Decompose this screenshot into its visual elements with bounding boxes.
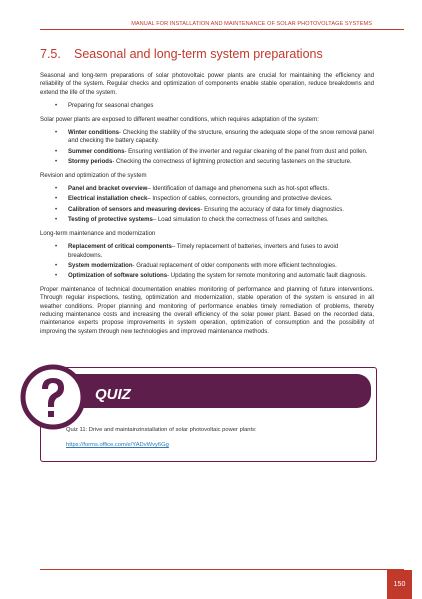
list-item [55,216,374,224]
item-text: – Timely replacement of batteries, inverters and fuses to avoid breakdowns. [68,244,339,259]
item-term: Summer conditions [68,148,125,155]
question-mark-icon [20,364,86,430]
item-term: Stormy periods [68,159,113,166]
revision-list [40,185,374,225]
quiz-banner [41,374,371,408]
footer-divider [40,569,404,570]
list-item [55,185,374,193]
revision-intro: Revision and optimization of the system [40,172,147,179]
running-header: MANUAL FOR INSTALLATION AND MAINTENANCE OF SOLAR PHOTOVOLTAGE SYSTEMS [131,21,372,27]
list-item [55,158,374,166]
item-text: – Inspection of cables, connectors, grounding and protective devices. [147,196,333,203]
quiz-label: QUIZ [95,386,131,403]
seasonal-list [40,102,374,110]
body-content [40,72,374,341]
quiz-question: Quiz 11: Drive and maintainzinstallation of solar photovoltaic power plants: [66,427,257,433]
quiz-link[interactable]: https://forms.office.com/e/YADvWvy6Gg [66,442,169,448]
list-item [55,206,374,214]
item-term: Winter conditions [68,130,120,137]
list-item [55,243,374,260]
list-item: • Preparing for seasonal changes [55,102,374,110]
longterm-list [40,243,374,281]
item-term: Electrical installation check [68,196,148,203]
item-term: Optimization of software solutions [68,273,168,280]
section-title [40,47,380,61]
item-text: - Gradual replacement of older components with more efficient technologies. [132,262,337,269]
quiz-content [66,426,366,450]
longterm-intro: Long-term maintenance and modernization [40,230,156,237]
item-text: - Ensuring the accuracy of data for timely diagnostics. [200,206,344,213]
item-term: Replacement of critical components [68,244,172,251]
weather-intro: Solar power plants are exposed to different weather conditions, which requires adaptation of the system: [40,116,319,123]
item-term: Calibration of sensors and measuring devices [68,206,201,213]
item-text: - Ensuring ventilation of the inverter and regular cleaning of the panel from dust and pollen. [124,148,368,155]
item-term: Panel and bracket overview [68,186,148,193]
header-divider [40,29,404,30]
intro-paragraph: Seasonal and long-term preparations of solar photovoltaic power plants are crucial for maintaining the efficiency and reliability of the system. Regular checks and optimization of components enable stable operation, reduce breakdowns and extend the life of the system. [40,73,374,96]
page-number: 150 [387,570,412,599]
section-title-text: Seasonal and long-term system preparations [74,47,323,61]
item-text: – Identification of damage and phenomena such as hot-spot effects. [147,186,330,193]
item-text: – Load simulation to check the correctness of fuses and switches. [152,217,329,224]
item-term: System modernization [68,262,133,269]
list-item [55,272,374,280]
list-item [55,148,374,156]
item-text: - Checking the stability of the structure, ensuring the adequate slope of the snow removal panel and checking the battery capacity. [68,130,374,145]
list-item [55,195,374,203]
closing-paragraph: Proper maintenance of technical documentation enables monitoring of performance and planning of future interventions. Through regular inspections, testing, optimization and modernization, stable operation of the system is ensured in all weather conditions. Proper planning and monitoring of performance enables timely remediation of problems, thereby reducing maintenance costs and increasing the overall efficiency of the solar power plant. Based on the recorded data, maintenance experts propose improvements in system operation, optimization of consumption and the possibility of improving the system through new technologies and improved maintenance methods. [40,286,374,335]
list-item [55,129,374,146]
item-text: - Checking the correctness of lightning protection and securing fasteners on the structure. [112,159,352,166]
item-term: Testing of protective systems [68,217,153,224]
weather-list [40,129,374,167]
item-text: - Updating the system for remote monitoring and automatic fault diagnosis. [167,273,367,280]
list-item [55,262,374,270]
section-number: 7.5. [40,47,61,61]
